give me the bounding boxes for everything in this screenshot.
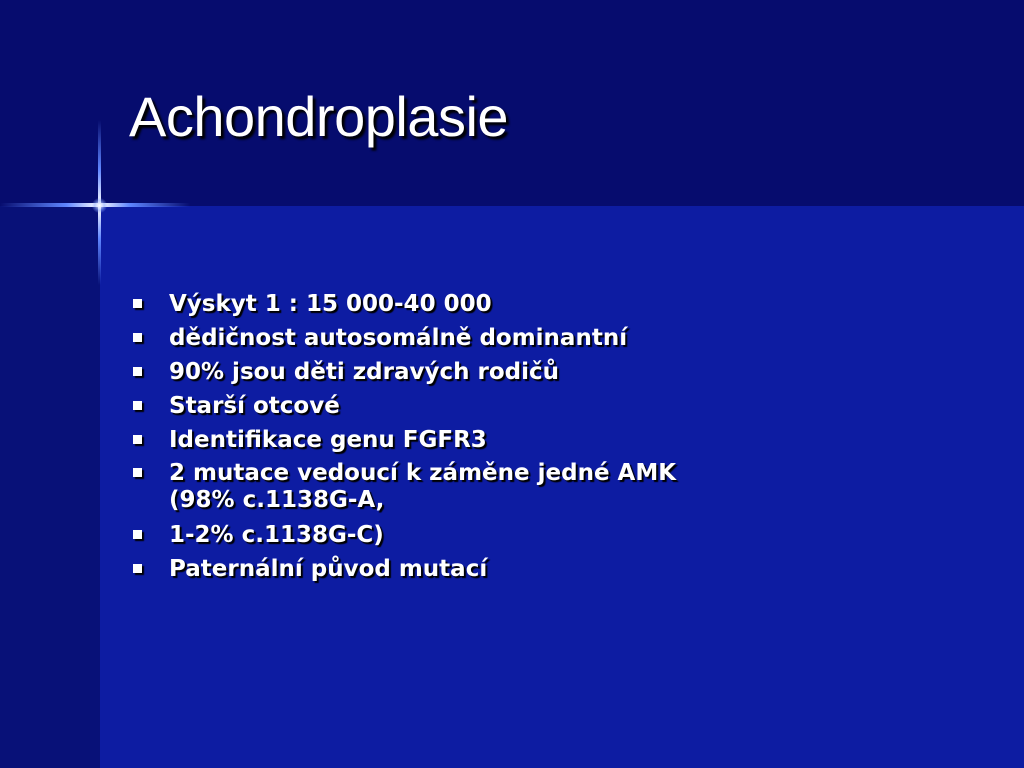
left-band: [0, 206, 100, 768]
square-bullet-icon: [133, 299, 142, 308]
bullet-item: [132, 457, 689, 518]
light-star: [92, 198, 107, 213]
bullet-text: 2 mutace vedoucí k záměne jedné AMK (98% c.1138G-A,: [169, 460, 677, 513]
square-bullet-icon: [133, 401, 142, 410]
bullet-item: [132, 552, 732, 586]
bullet-item: [132, 389, 732, 423]
bullet-text: Výskyt 1 : 15 000-40 000: [169, 291, 492, 317]
bullet-item: [132, 355, 732, 389]
bullet-item: [132, 518, 732, 552]
square-bullet-icon: [133, 468, 142, 477]
square-bullet-icon: [133, 435, 142, 444]
square-bullet-icon: [133, 564, 142, 573]
bullet-item: [132, 287, 732, 321]
bullet-text: 1-2% c.1138G-C): [169, 522, 384, 548]
bullet-text: Paternální původ mutací: [169, 556, 488, 582]
bullet-item: [132, 423, 732, 457]
square-bullet-icon: [133, 530, 142, 539]
square-bullet-icon: [133, 367, 142, 376]
bullet-text: dědičnost autosomálně dominantní: [169, 325, 628, 351]
bullet-item: [132, 321, 732, 355]
slide-title: Achondroplasie: [129, 85, 509, 148]
square-bullet-icon: [133, 333, 142, 342]
bullet-list: [132, 287, 732, 586]
bullet-text: 90% jsou děti zdravých rodičů: [169, 359, 559, 385]
bullet-text: Identifikace genu FGFR3: [169, 427, 487, 453]
bullet-text: Starší otcové: [169, 393, 340, 419]
